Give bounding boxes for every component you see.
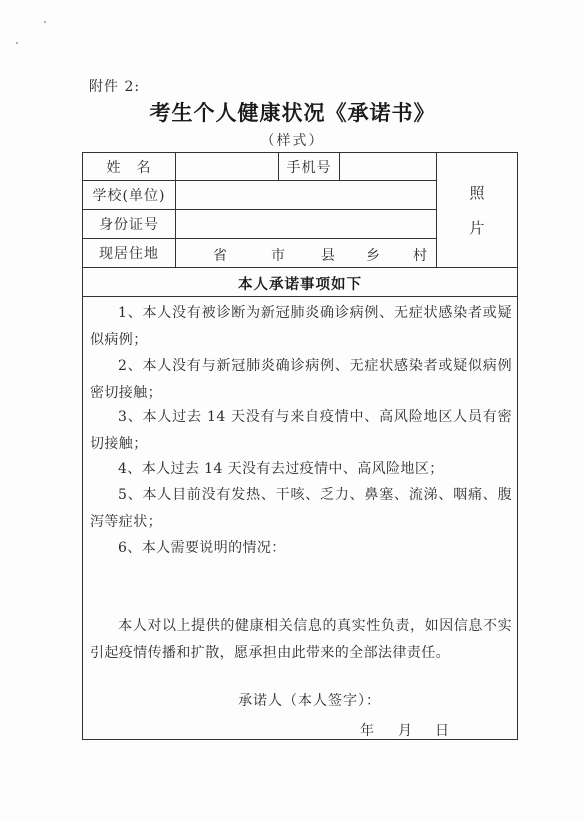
commitment-item: 2、本人没有与新冠肺炎确诊病例、无症状感染者或疑似病例密切接触； [90, 358, 512, 401]
id-field[interactable] [176, 210, 436, 238]
address-city: 市 [271, 248, 285, 264]
scan-speck [44, 21, 46, 23]
commitment-item: 4、本人过去 14 天没有去过疫情中、高风险地区； [118, 461, 444, 477]
address-field[interactable] [176, 243, 436, 267]
date-month: 月 [398, 723, 412, 739]
date-day: 日 [435, 723, 449, 739]
address-village: 村 [413, 248, 427, 264]
commitment-item: 1、本人没有被诊断为新冠肺炎确诊病例、无症状感染者或疑似病例； [90, 305, 512, 348]
commitment-heading: 本人承诺事项如下 [238, 276, 362, 293]
school-label: 学校(单位) [92, 188, 166, 204]
commitment-item: 3、本人过去 14 天没有与来自疫情中、高风险地区人员有密切接触； [90, 409, 512, 452]
date-year: 年 [360, 723, 374, 739]
photo-box [437, 153, 517, 267]
name-label: 姓 名 [106, 159, 152, 176]
page-subtitle: （样式） [260, 133, 325, 149]
id-label: 身份证号 [99, 217, 159, 233]
school-field[interactable] [176, 181, 436, 209]
declaration-text: 本人对以上提供的健康相关信息的真实性负责，如因信息不实引起疫情传播和扩散，愿承担由此带来的全部法律责任。 [90, 618, 512, 661]
address-county: 县 [321, 248, 335, 264]
commitment-item: 6、本人需要说明的情况： [118, 540, 286, 556]
signature-label: 承诺人（本人签字）： [238, 693, 381, 709]
table-rule [82, 267, 518, 268]
address-township: 乡 [366, 248, 380, 264]
photo-char: 照 [469, 184, 485, 202]
name-field[interactable] [176, 153, 278, 180]
phone-field[interactable] [340, 153, 436, 180]
scan-speck [16, 42, 18, 44]
address-label: 现居住地 [99, 246, 159, 262]
page-title: 考生个人健康状况《承诺书》 [149, 100, 436, 125]
commitment-item: 5、本人目前没有发热、干咳、乏力、鼻塞、流涕、咽痛、腹泻等症状； [90, 487, 512, 530]
attachment-label: 附件 2: [89, 79, 141, 95]
address-province: 省 [213, 248, 227, 264]
photo-char: 片 [469, 219, 485, 237]
table-rule [82, 296, 518, 297]
phone-label: 手机号 [286, 159, 332, 176]
